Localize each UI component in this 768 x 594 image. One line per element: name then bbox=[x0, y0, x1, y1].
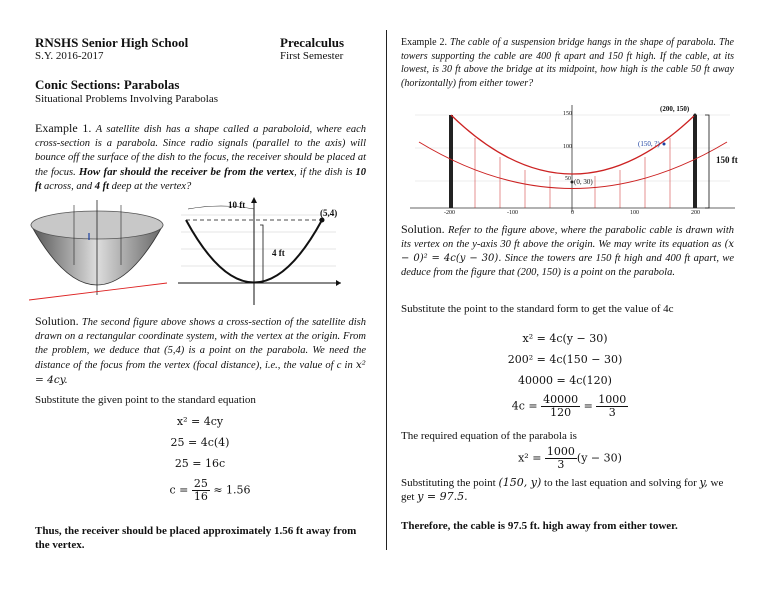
bridge-figure bbox=[405, 100, 745, 218]
fig2-ytick: 50 bbox=[565, 176, 571, 182]
school-year: S.Y. 2016-2017 bbox=[35, 50, 104, 62]
semester: First Semester bbox=[280, 50, 344, 62]
satellite-dish-figure bbox=[29, 195, 169, 305]
fig1-width-label: 10 ft bbox=[228, 200, 246, 210]
fig2-top-label: (200, 150) bbox=[660, 105, 690, 113]
ex2-eq2: 200² = 4c(150 − 30) bbox=[507, 353, 623, 366]
ex2-eq4: 4c = $\frac{40000}{120}$ = $\frac{1000}{3}$ bbox=[511, 393, 627, 419]
example2-problem: Example 2. The cable of a suspension bridge hangs in the shape of parabola. The towers supporting the cable are 400 ft apart and 150 ft high. If the cable, at its lowest, is 30 ft above the bridge at its midpoint, how high is the cable 50 ft away (horizontally) from either tower? bbox=[401, 37, 734, 89]
fig2-ytick: 100 bbox=[563, 144, 572, 150]
fig2-xtick: 100 bbox=[630, 210, 639, 216]
ex1-eq1: x² = 4cy bbox=[176, 415, 224, 428]
fig2-vertex-label: (0, 30) bbox=[574, 178, 593, 186]
example1-solution: Solution. The second figure above shows a cross-section of the satellite dish drawn on a rectangular coordinate system, with the vertex at the origin. From the problem, we deduce that (5,4) is a point on the parabola. We need the distance of the focus from the vertex (focal distance), i.e., the value of c in x² = 4cy. bbox=[35, 314, 367, 386]
ex1-eq3: 25 = 16c bbox=[174, 457, 226, 470]
topic-subtitle: Situational Problems Involving Parabolas bbox=[35, 93, 219, 105]
example2-substituting: Substituting the point (150, y) to the last equation and solving for y, we get y = 97.5. bbox=[401, 476, 724, 503]
example2-substitute: Substitute the point to the standard form to get the value of 4c bbox=[401, 303, 674, 315]
school-name: RNSHS Senior High School bbox=[35, 35, 189, 50]
example1-substitute: Substitute the given point to the standard equation bbox=[35, 394, 256, 406]
fig2-ytick: 150 bbox=[563, 111, 572, 117]
ex1-eq4: c = $\frac{25}{16}$ ≈ 1.56 bbox=[169, 477, 251, 503]
fig2-xtick: -100 bbox=[507, 210, 518, 216]
ex1-eq2: 25 = 4c(4) bbox=[170, 436, 230, 449]
ex2-eq3: 40000 = 4c(120) bbox=[518, 374, 612, 387]
fig2-height-label: 150 ft bbox=[716, 155, 738, 165]
subject-name: Precalculus bbox=[280, 35, 345, 50]
example1-problem: Example 1. A satellite dish has a shape called a paraboloid, where each cross-section is a parabola. Since radio signals (parallel to the axis) will bounce off the surface of the dish to the focus, the receiver should be placed at the focus. How far should the receiver be from the vertex, if the dish is 10 ft across, and 4 ft deep at the vertex? bbox=[35, 121, 367, 192]
example2-solution: Solution. Refer to the figure above, where the parabolic cable is drawn with its vertex on the y-axis 30 ft above the origin. We may write its equation as (x − 0)² = 4c(y − 30). Since the towers are 150 ft high and 400 ft apart, we deduce from the figure that (200, 150) is a point on the parabola. bbox=[401, 222, 735, 278]
ex2-eq1: x² = 4c(y − 30) bbox=[522, 332, 608, 345]
fig2-xtick: -200 bbox=[444, 210, 455, 216]
example2-conclusion: Therefore, the cable is 97.5 ft. high away from either tower. bbox=[401, 520, 678, 532]
ex2-eq5: x² = $\frac{1000}{3}$ (y − 30) bbox=[518, 445, 622, 471]
fig2-xtick: 200 bbox=[691, 210, 700, 216]
example1-label: Example 1. bbox=[35, 121, 92, 135]
example2-required: The required equation of the parabola is bbox=[401, 430, 577, 442]
topic-title: Conic Sections: Parabolas bbox=[35, 77, 180, 92]
fig1-point-label: (5,4) bbox=[320, 208, 338, 218]
fig2-xtick: 0 bbox=[571, 210, 574, 216]
column-divider bbox=[386, 30, 387, 550]
fig1-depth-label: 4 ft bbox=[272, 248, 285, 258]
example1-conclusion: Thus, the receiver should be placed approximately 1.56 ft away from the vertex. bbox=[35, 525, 357, 551]
fig2-point-label: (150, ?) bbox=[638, 140, 660, 148]
